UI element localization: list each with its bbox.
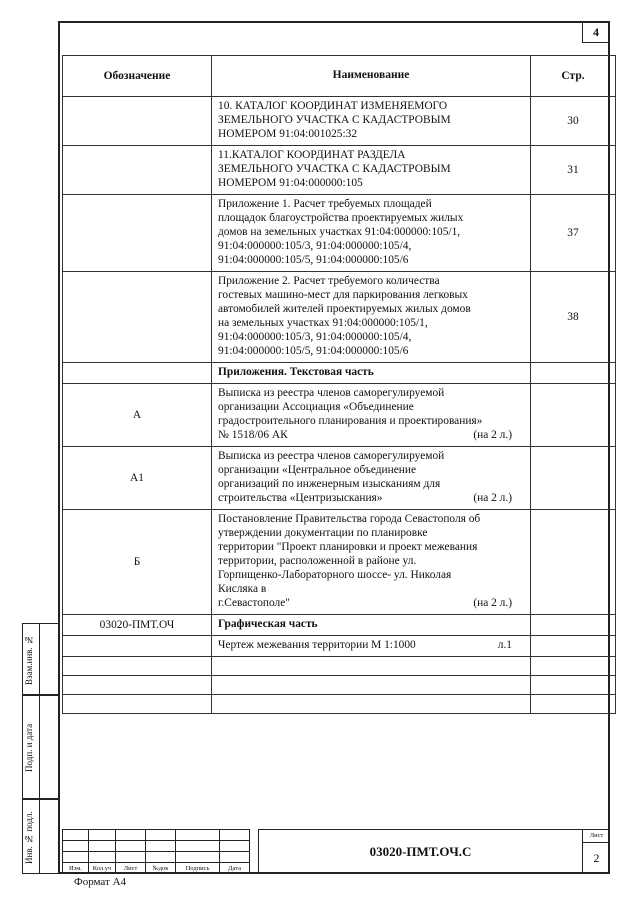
sheet-number: 2 xyxy=(593,851,600,865)
table-row xyxy=(63,447,616,510)
table-row xyxy=(63,97,616,146)
row-name-line: Приложение 2. Расчет требуемого количества xyxy=(218,275,440,287)
header-name: Наименование xyxy=(212,56,531,97)
title-block-header: Подпись xyxy=(176,863,220,874)
stamp-inv-replace-label: Взам.инв. № xyxy=(24,635,34,685)
table-row xyxy=(63,636,616,657)
table-row xyxy=(63,510,616,615)
row-code: А xyxy=(63,384,212,447)
header-page: Стр. xyxy=(531,56,616,97)
document-code: 03020-ПМТ.ОЧ.С xyxy=(258,829,582,874)
sheet-cell xyxy=(582,829,610,874)
title-block-table xyxy=(62,829,250,874)
stamp-inv-orig xyxy=(22,799,58,874)
row-name-line: 11.КАТАЛОГ КООРДИНАТ РАЗДЕЛА xyxy=(218,149,406,161)
row-name xyxy=(212,384,531,447)
empty-row xyxy=(63,676,616,695)
row-name-line: организации «Центральное объединение xyxy=(218,464,417,476)
row-name-line: градостроительного планирования и проектирования» xyxy=(218,415,483,427)
row-name-text: г.Севастополе" xyxy=(218,597,290,609)
table-row xyxy=(63,363,616,384)
row-name xyxy=(212,363,531,384)
stamp-inv-replace xyxy=(22,623,58,695)
row-name-line: гостевых машино-мест для паркирования легковых xyxy=(218,289,468,301)
row-page: 38 xyxy=(531,272,616,363)
row-name-line xyxy=(218,638,524,652)
row-name-text: № 1518/06 АК xyxy=(218,429,288,441)
row-note: (на 2 л.) xyxy=(473,429,512,441)
row-code: А1 xyxy=(63,447,212,510)
empty-row xyxy=(63,657,616,676)
row-page xyxy=(531,636,616,657)
row-code xyxy=(63,636,212,657)
page-number: 4 xyxy=(582,22,609,43)
format-label: Формат А4 xyxy=(74,876,127,888)
row-name-line: автомобилей жителей проектируемых жилых домов xyxy=(218,303,471,315)
table-row xyxy=(63,146,616,195)
row-name-line: Постановление Правительства города Севастополя об xyxy=(218,513,481,525)
stamp-sign-date xyxy=(22,695,58,799)
row-code xyxy=(63,272,212,363)
row-name-line xyxy=(218,596,524,610)
row-code: Б xyxy=(63,510,212,615)
row-note: (на 2 л.) xyxy=(473,597,512,609)
row-page xyxy=(531,510,616,615)
row-name-line: территории "Проект планировки и проект межевания xyxy=(218,541,478,553)
row-page xyxy=(531,615,616,636)
stamp-inv-orig-label: Инв. № подл. xyxy=(24,811,34,864)
row-name-line: 91:04:000000:105/5, 91:04:000000:105/6 xyxy=(218,345,409,357)
header-designation: Обозначение xyxy=(63,56,212,97)
title-block-header: Изм. xyxy=(63,863,89,874)
row-name-line xyxy=(218,491,524,505)
row-page: 31 xyxy=(531,146,616,195)
row-name-line: на земельных участках 91:04:000000:105/1, xyxy=(218,317,428,329)
row-name-line: НОМЕРОМ 91:04:000000:105 xyxy=(218,177,363,189)
row-name-line xyxy=(218,428,524,442)
row-name xyxy=(212,636,531,657)
row-name xyxy=(212,615,531,636)
row-name xyxy=(212,447,531,510)
row-name-line: Графическая часть xyxy=(218,618,318,630)
row-note: л.1 xyxy=(497,639,512,651)
title-block-header: Дата xyxy=(220,863,250,874)
row-name xyxy=(212,195,531,272)
row-code xyxy=(63,363,212,384)
title-block-header: №док xyxy=(146,863,176,874)
row-page: 30 xyxy=(531,97,616,146)
row-name-line: площадок благоустройства проектируемых жилых xyxy=(218,212,464,224)
row-page xyxy=(531,363,616,384)
row-name-line: НОМЕРОМ 91:04:001025:32 xyxy=(218,128,358,140)
row-name xyxy=(212,510,531,615)
row-name-line: 10. КАТАЛОГ КООРДИНАТ ИЗМЕНЯЕМОГО xyxy=(218,100,448,112)
row-name-line: ЗЕМЕЛЬНОГО УЧАСТКА С КАДАСТРОВЫМ xyxy=(218,163,451,175)
row-name-line: домов на земельных участках 91:04:000000:105/1, xyxy=(218,226,461,238)
sheet-label: Лист xyxy=(583,830,610,843)
row-name-line: организации Ассоциация «Объединение xyxy=(218,401,414,413)
table-row xyxy=(63,615,616,636)
table-row xyxy=(63,195,616,272)
row-name-line: Кисляка в xyxy=(218,583,267,595)
row-name-line: 91:04:000000:105/5, 91:04:000000:105/6 xyxy=(218,254,409,266)
row-name-text: Чертеж межевания территории М 1:1000 xyxy=(218,639,416,651)
row-name-line: Горпищенко-Лабораторного шоссе- ул. Николая xyxy=(218,569,452,581)
row-page: 37 xyxy=(531,195,616,272)
row-page xyxy=(531,384,616,447)
row-code: 03020-ПМТ.ОЧ xyxy=(63,615,212,636)
row-page xyxy=(531,447,616,510)
row-name-line: утверждении документации по планировке xyxy=(218,527,428,539)
row-name-line: ЗЕМЕЛЬНОГО УЧАСТКА С КАДАСТРОВЫМ xyxy=(218,114,451,126)
row-code xyxy=(63,195,212,272)
row-name-line: Выписка из реестра членов саморегулируемой xyxy=(218,387,445,399)
title-block-header: Кол.уч xyxy=(89,863,116,874)
row-note: (на 2 л.) xyxy=(473,492,512,504)
row-name-line: территории, расположенной в районе ул. xyxy=(218,555,417,567)
table-row xyxy=(63,272,616,363)
row-name xyxy=(212,97,531,146)
row-name xyxy=(212,272,531,363)
empty-row xyxy=(63,695,616,714)
row-name-text: строительства «Центризыскания» xyxy=(218,492,383,504)
row-name-line: организаций по инженерным изысканиям для xyxy=(218,478,441,490)
row-code xyxy=(63,146,212,195)
stamp-sign-date-label: Подп. и дата xyxy=(24,723,34,773)
row-name xyxy=(212,146,531,195)
row-name-line: 91:04:000000:105/3, 91:04:000000:105/4, xyxy=(218,240,412,252)
row-name-line: 91:04:000000:105/3, 91:04:000000:105/4, xyxy=(218,331,412,343)
table-row xyxy=(63,384,616,447)
table-header-row xyxy=(63,56,616,97)
title-block-header: Лист xyxy=(116,863,146,874)
row-name-line: Выписка из реестра членов саморегулируемой xyxy=(218,450,445,462)
row-name-line: Приложения. Текстовая часть xyxy=(218,366,374,378)
row-name-line: Приложение 1. Расчет требуемых площадей xyxy=(218,198,432,210)
row-code xyxy=(63,97,212,146)
contents-table xyxy=(62,55,616,714)
